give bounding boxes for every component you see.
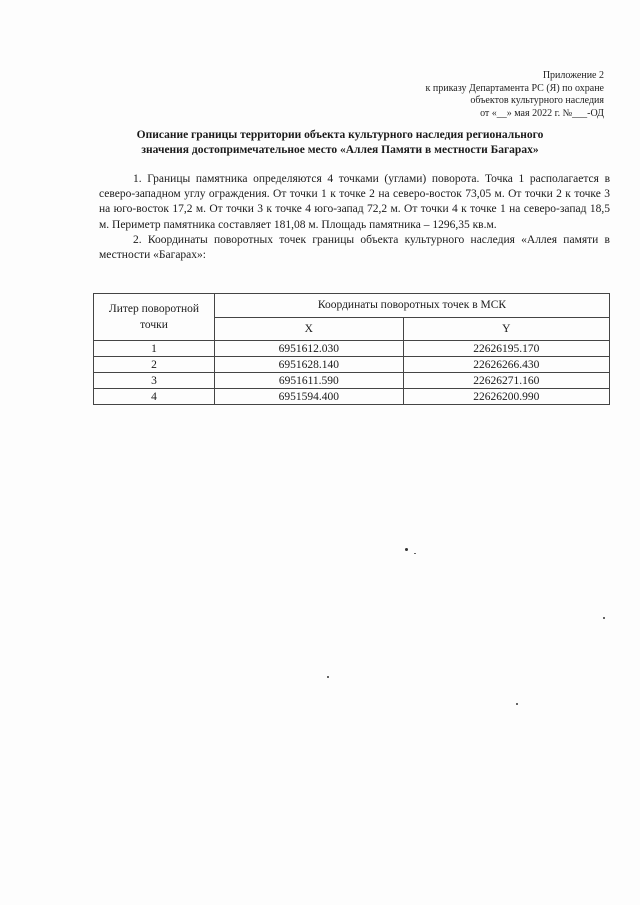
cell-y: 22626195.170	[403, 341, 609, 357]
document-title	[60, 128, 620, 158]
body-text	[99, 172, 610, 263]
scan-speck	[516, 703, 518, 705]
cell-x: 6951612.030	[215, 341, 404, 357]
scan-speck	[414, 553, 416, 554]
cell-point: 3	[94, 373, 215, 389]
scan-speck	[405, 548, 408, 551]
appendix-line-1: Приложение 2	[542, 70, 604, 81]
paragraph-1: 1. Границы памятника определяются 4 точками (углами) поворота. Точка 1 располагается в северо-западном углу ограждения. От точки 1 к точке 2 на северо-восток 73,05 м. От точки 2 к точке 3 на юго-восток 17,2 м. От точки 3 к точке 4 юго-запад 72,2 м. От точки 4 к точке 1 на северо-запад 18,5 м. Периметр памятника составляет 181,08 м. Площадь памятника – 1296,35 кв.м.	[99, 173, 610, 231]
header-x: X	[215, 317, 404, 341]
scan-speck	[327, 676, 329, 678]
cell-point: 1	[94, 341, 215, 357]
title-line-1: Описание границы территории объекта культурного наследия регионального	[136, 129, 544, 141]
table-row	[94, 389, 610, 405]
appendix-line-3: объектов культурного наследия	[470, 95, 604, 106]
header-y: Y	[403, 317, 609, 341]
cell-point: 2	[94, 357, 215, 373]
cell-y: 22626200.990	[403, 389, 609, 405]
table-header-row	[94, 294, 610, 318]
appendix-line-2: к приказу Департамента РС (Я) по охране	[425, 82, 604, 94]
header-coordinates: Координаты поворотных точек в МСК	[215, 294, 610, 318]
cell-y: 22626266.430	[403, 357, 609, 373]
coordinates-table	[93, 293, 610, 405]
paragraph-2: 2. Координаты поворотных точек границы объекта культурного наследия «Аллея памяти в местности «Багарах»:	[99, 233, 610, 262]
cell-point: 4	[94, 389, 215, 405]
table-row	[94, 357, 610, 373]
title-line-2: значения достопримечательное место «Аллея Памяти в местности Багарах»	[141, 144, 539, 156]
cell-y: 22626271.160	[403, 373, 609, 389]
cell-x: 6951594.400	[215, 389, 404, 405]
table-row	[94, 373, 610, 389]
appendix-line-4: от «__» мая 2022 г. №___-ОД	[480, 107, 604, 119]
cell-x: 6951628.140	[215, 357, 404, 373]
header-liter: Литер поворотной точки	[94, 294, 215, 341]
table-row	[94, 341, 610, 357]
appendix-header	[426, 70, 604, 120]
cell-x: 6951611.590	[215, 373, 404, 389]
scan-speck	[603, 617, 605, 619]
